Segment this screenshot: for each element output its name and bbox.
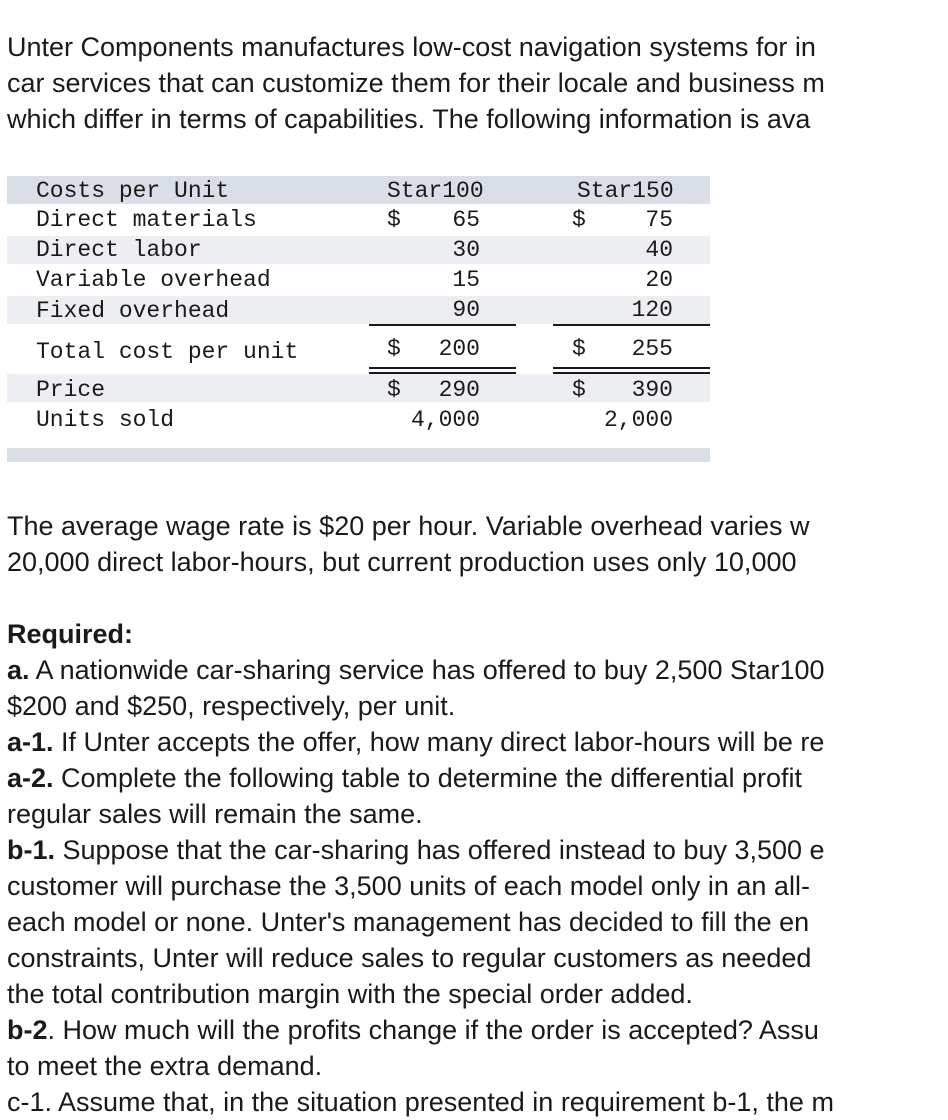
required-heading: Required: bbox=[7, 619, 134, 649]
currency-symbol: $ bbox=[387, 336, 401, 362]
currency-symbol: $ bbox=[572, 207, 586, 233]
requirement-b1 bbox=[7, 832, 948, 868]
wage-line: 20,000 direct labor-hours, but current production uses only 10,000 bbox=[7, 547, 797, 577]
currency-symbol: $ bbox=[387, 377, 401, 403]
currency-symbol: $ bbox=[572, 336, 586, 362]
column-header-star150: Star150 bbox=[577, 178, 674, 204]
table-header-label: Costs per Unit bbox=[36, 178, 230, 204]
requirement-a2 bbox=[7, 760, 948, 796]
requirement-tag: b-1. bbox=[7, 835, 56, 865]
cell-value: 90 bbox=[452, 297, 480, 323]
required-section bbox=[7, 616, 948, 1120]
requirement-b2 bbox=[7, 1012, 948, 1048]
cell-value: 20 bbox=[645, 267, 673, 293]
table-footer-band bbox=[7, 448, 710, 462]
subtotal-rule bbox=[553, 324, 710, 326]
cell-value: 255 bbox=[631, 336, 673, 362]
requirement-text: If Unter accepts the offer, how many direct labor-hours will be re bbox=[53, 727, 825, 757]
requirement-b2-cont: to meet the extra demand. bbox=[7, 1051, 323, 1081]
requirement-text: Complete the following table to determine the differential profit bbox=[53, 763, 802, 793]
cell-value: 40 bbox=[645, 237, 673, 263]
cell-value: 30 bbox=[452, 237, 480, 263]
total-double-rule bbox=[369, 367, 516, 374]
currency-symbol: $ bbox=[387, 207, 401, 233]
cell-value: 2,000 bbox=[603, 407, 673, 433]
requirement-text: A nationwide car-sharing service has offered to buy 2,500 Star100 bbox=[29, 655, 825, 685]
row-label-direct-materials: Direct materials bbox=[36, 207, 257, 233]
cell-value: 15 bbox=[452, 267, 480, 293]
total-double-rule bbox=[553, 367, 710, 374]
requirement-a1 bbox=[7, 724, 948, 760]
intro-paragraph bbox=[7, 29, 948, 137]
intro-line: Unter Components manufactures low-cost navigation systems for in bbox=[7, 32, 816, 62]
intro-line: car services that can customize them for their locale and business m bbox=[7, 68, 825, 98]
row-label-units-sold: Units sold bbox=[36, 407, 175, 433]
row-label-direct-labor: Direct labor bbox=[36, 237, 202, 263]
column-header-star100: Star100 bbox=[387, 178, 484, 204]
cell-value: 390 bbox=[631, 377, 673, 403]
row-label-price: Price bbox=[36, 377, 106, 403]
cell-value: 200 bbox=[438, 336, 480, 362]
requirement-tag: b-2 bbox=[7, 1015, 48, 1045]
requirement-text: . How much will the profits change if the order is accepted? Assu bbox=[47, 1015, 819, 1045]
row-label-variable-overhead: Variable overhead bbox=[36, 267, 271, 293]
currency-symbol: $ bbox=[572, 377, 586, 403]
cell-value: 65 bbox=[452, 207, 480, 233]
requirement-b1-cont: customer will purchase the 3,500 units of each model only in an all- bbox=[7, 871, 810, 901]
wage-paragraph bbox=[7, 508, 948, 580]
requirement-tag: a-1. bbox=[7, 727, 54, 757]
cell-value: 120 bbox=[631, 297, 673, 323]
requirement-b1-cont: constraints, Unter will reduce sales to regular customers as needed bbox=[7, 943, 812, 973]
requirement-text: Suppose that the car-sharing has offered instead to buy 3,500 e bbox=[55, 835, 825, 865]
cell-value: 75 bbox=[645, 207, 673, 233]
requirement-tag: a. bbox=[7, 655, 30, 685]
cell-value: 290 bbox=[438, 377, 480, 403]
requirement-b1-cont: the total contribution margin with the special order added. bbox=[7, 979, 693, 1009]
requirement-a bbox=[7, 652, 948, 688]
requirement-a2-cont: regular sales will remain the same. bbox=[7, 799, 423, 829]
requirement-c1-partial: c-1. Assume that, in the situation presented in requirement b-1, the m bbox=[7, 1087, 834, 1117]
row-label-total-cost: Total cost per unit bbox=[36, 339, 299, 365]
table-row-band bbox=[7, 374, 710, 402]
intro-line: which differ in terms of capabilities. The following information is ava bbox=[7, 104, 811, 134]
subtotal-rule bbox=[369, 324, 516, 326]
row-label-fixed-overhead: Fixed overhead bbox=[36, 298, 230, 324]
cell-value: 4,000 bbox=[410, 407, 480, 433]
requirement-a-cont: $200 and $250, respectively, per unit. bbox=[7, 691, 456, 721]
requirement-b1-cont: each model or none. Unter's management has decided to fill the en bbox=[7, 907, 810, 937]
wage-line: The average wage rate is $20 per hour. Variable overhead varies w bbox=[7, 511, 810, 541]
cost-table bbox=[7, 176, 710, 462]
requirement-tag: a-2. bbox=[7, 763, 54, 793]
